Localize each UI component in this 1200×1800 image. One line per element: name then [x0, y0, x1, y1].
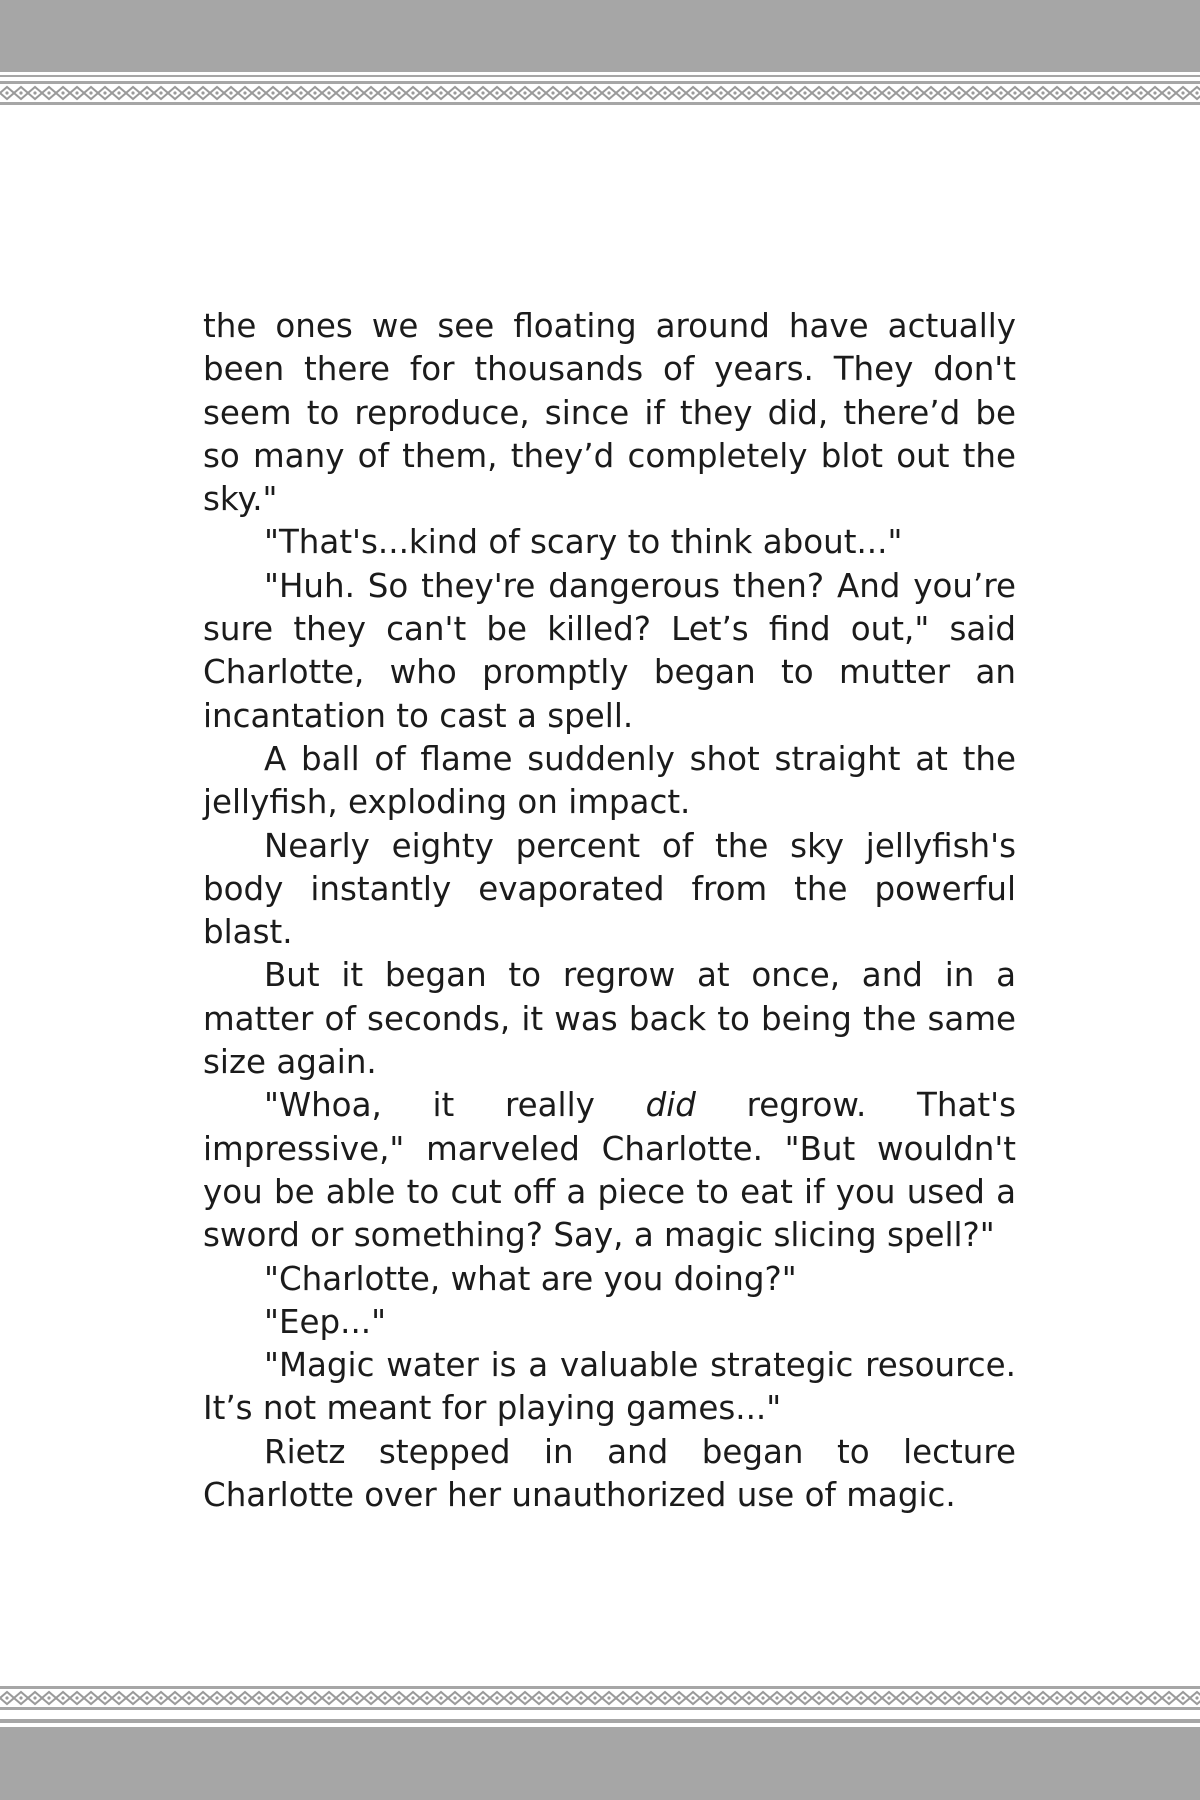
bottom-divider-line: [0, 1719, 1200, 1723]
paragraph-7-start: "Whoa, it really: [264, 1086, 646, 1125]
footer-band: [0, 1727, 1200, 1800]
emphasis-did: did: [645, 1086, 696, 1125]
paragraph-3: "Huh. So they're dangerous then? And you’re sure they can't be killed? Let’s find out," said Charlotte, who promptly began to mutter an incantation to cast a spell.: [203, 566, 1016, 735]
top-divider-line: [0, 75, 1200, 77]
paragraph-11: Rietz stepped in and began to lecture Charlotte over her unauthorized use of magic.: [203, 1432, 1016, 1515]
paragraph-10: "Magic water is a valuable strategic resource. It’s not meant for playing games...": [203, 1346, 1016, 1428]
header-band: [0, 0, 1200, 72]
paragraph-6: But it began to regrow at once, and in a matter of seconds, it was back to being the same size again.: [203, 956, 1016, 1082]
paragraph-2: "That's...kind of scary to think about...": [264, 523, 903, 562]
paragraph-8: "Charlotte, what are you doing?": [264, 1259, 797, 1298]
paragraph-9: "Eep...": [264, 1302, 387, 1341]
paragraph-7: [203, 1084, 1016, 1257]
paragraph-7-end: regrow. That's impressive," marveled Charlotte. "But wouldn't you be able to cut off a piece to eat if you used a sword or something? Say, a magic slicing spell?": [203, 1086, 1017, 1255]
body-text: [203, 305, 1016, 1517]
paragraph-5: Nearly eighty percent of the sky jellyfish's body instantly evaporated from the powerful blast.: [203, 826, 1016, 952]
paragraph-1: the ones we see floating around have actually been there for thousands of years. They don't seem to reproduce, since if they did, there’d be so many of them, they’d completely blot out the sky.": [203, 307, 1016, 519]
paragraph-4: A ball of flame suddenly shot straight at the jellyfish, exploding on impact.: [203, 739, 1016, 822]
bottom-ornament-border: [0, 1683, 1200, 1713]
top-ornament-border: [0, 78, 1200, 108]
